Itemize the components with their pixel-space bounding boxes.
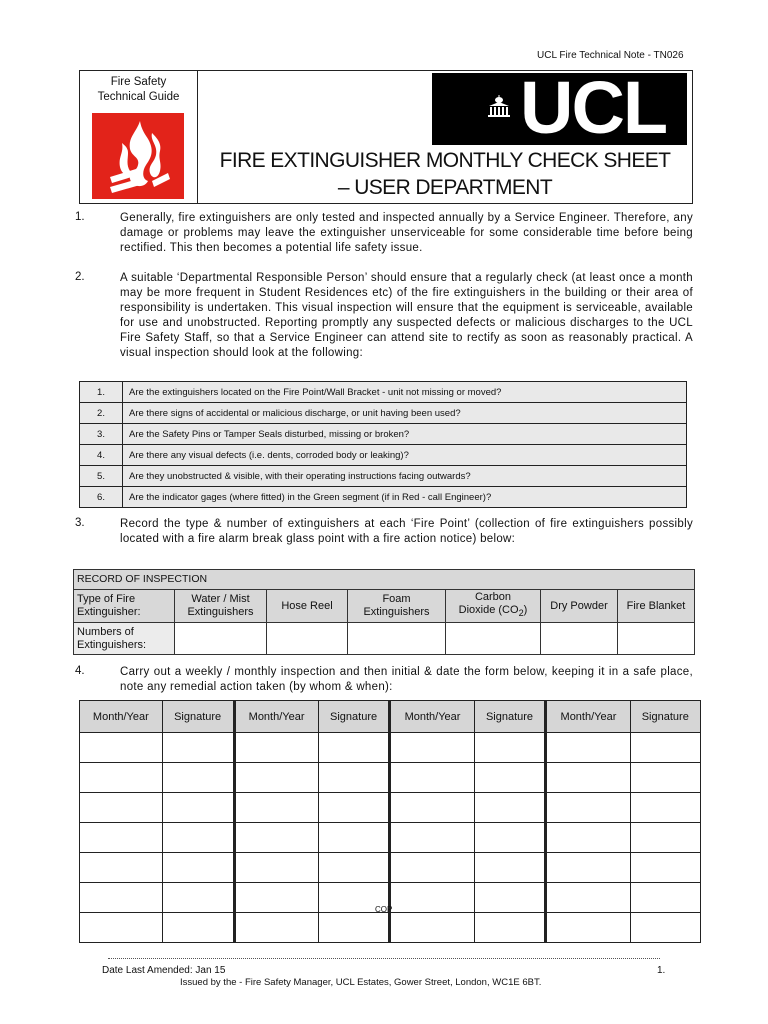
check-text: Are they unobstructed & visible, with their operating instructions facing outwards? (123, 466, 687, 487)
col-signature: Signature (474, 701, 546, 733)
check-text: Are the indicator gages (where fitted) in the Green segment (if in Red - call Engineer)? (123, 487, 687, 508)
type-hose-reel: Hose Reel (267, 590, 348, 623)
cop-label: COP (375, 905, 393, 914)
month-cell[interactable] (234, 883, 318, 913)
signature-cell[interactable] (630, 763, 700, 793)
para-2-number: 2. (75, 271, 85, 283)
signature-cell[interactable] (474, 853, 546, 883)
month-cell[interactable] (234, 853, 318, 883)
month-cell[interactable] (546, 883, 630, 913)
ucl-logo (432, 66, 687, 149)
guide-label (80, 75, 197, 105)
co2-line-1: Carbon (474, 591, 512, 604)
month-cell[interactable] (390, 883, 474, 913)
month-cell[interactable] (80, 793, 163, 823)
month-cell[interactable] (390, 793, 474, 823)
month-cell[interactable] (234, 793, 318, 823)
log-row (80, 853, 701, 883)
check-row (80, 382, 687, 403)
month-cell[interactable] (80, 823, 163, 853)
para-4-number: 4. (75, 665, 85, 677)
month-cell[interactable] (80, 883, 163, 913)
check-text: Are the extinguishers located on the Fire Point/Wall Bracket - unit not missing or moved? (123, 382, 687, 403)
check-number: 2. (80, 403, 123, 424)
month-cell[interactable] (390, 913, 474, 943)
check-number: 5. (80, 466, 123, 487)
col-signature: Signature (318, 701, 390, 733)
para-3-number: 3. (75, 517, 85, 529)
count-foam-field[interactable] (348, 623, 446, 655)
check-text: Are there any visual defects (i.e. dents, corroded body or leaking)? (123, 445, 687, 466)
month-cell[interactable] (390, 823, 474, 853)
col-month-year: Month/Year (390, 701, 474, 733)
check-row (80, 424, 687, 445)
signature-cell[interactable] (474, 913, 546, 943)
date-last-amended: Date Last Amended: Jan 15 (102, 965, 226, 976)
month-cell[interactable] (390, 763, 474, 793)
type-fire-blanket: Fire Blanket (618, 590, 695, 623)
signature-cell[interactable] (318, 913, 390, 943)
co2-line-2: Dioxide (CO (458, 604, 519, 617)
signature-cell[interactable] (630, 913, 700, 943)
log-row (80, 763, 701, 793)
month-cell[interactable] (546, 763, 630, 793)
tech-note-ref: UCL Fire Technical Note - TN026 (537, 50, 684, 61)
month-cell[interactable] (546, 913, 630, 943)
title-line-1: FIRE EXTINGUISHER MONTHLY CHECK SHEET (219, 149, 671, 172)
visual-inspection-checklist (79, 381, 687, 508)
signature-cell[interactable] (162, 733, 234, 763)
fire-sign-icon (92, 113, 184, 199)
check-number: 6. (80, 487, 123, 508)
col-month-year: Month/Year (80, 701, 163, 733)
title-line-2: – USER DEPARTMENT (337, 176, 553, 199)
ucl-wordmark: UCL (520, 66, 667, 149)
check-number: 3. (80, 424, 123, 445)
month-cell[interactable] (80, 853, 163, 883)
log-row (80, 913, 701, 943)
footer-divider (108, 958, 660, 959)
co2-subscript: 2 (518, 608, 524, 619)
document-header (79, 66, 693, 204)
check-row (80, 487, 687, 508)
count-water-field[interactable] (175, 623, 267, 655)
month-cell[interactable] (80, 913, 163, 943)
signature-cell[interactable] (162, 763, 234, 793)
check-row (80, 445, 687, 466)
signature-cell[interactable] (474, 733, 546, 763)
signature-cell[interactable] (318, 853, 390, 883)
check-text: Are there signs of accidental or malicious discharge, or unit having been used? (123, 403, 687, 424)
month-cell[interactable] (390, 733, 474, 763)
log-row (80, 733, 701, 763)
signature-cell[interactable] (162, 883, 234, 913)
signature-cell[interactable] (162, 823, 234, 853)
signature-cell[interactable] (162, 913, 234, 943)
col-signature: Signature (630, 701, 700, 733)
month-cell[interactable] (80, 763, 163, 793)
log-row (80, 793, 701, 823)
signature-cell[interactable] (162, 793, 234, 823)
page-title (200, 147, 690, 201)
signature-cell[interactable] (318, 733, 390, 763)
col-month-year: Month/Year (546, 701, 630, 733)
para-1-number: 1. (75, 211, 85, 223)
type-co2 (446, 590, 541, 623)
signature-cell[interactable] (630, 733, 700, 763)
month-cell[interactable] (390, 853, 474, 883)
col-month-year: Month/Year (234, 701, 318, 733)
signature-cell[interactable] (630, 793, 700, 823)
guide-panel (80, 71, 198, 203)
check-text: Are the Safety Pins or Tamper Seals disturbed, missing or broken? (123, 424, 687, 445)
signature-cell[interactable] (474, 763, 546, 793)
signature-cell[interactable] (630, 823, 700, 853)
month-cell[interactable] (234, 823, 318, 853)
issued-by: Issued by the - Fire Safety Manager, UCL Estates, Gower Street, London, WC1E 6BT. (180, 977, 542, 988)
signature-cell[interactable] (630, 853, 700, 883)
portico-icon (487, 95, 511, 119)
count-fire-blanket-field[interactable] (618, 623, 695, 655)
record-heading: RECORD OF INSPECTION (74, 570, 695, 590)
type-water: Water / Mist Extinguishers (175, 590, 267, 623)
signature-cell[interactable] (162, 853, 234, 883)
month-cell[interactable] (80, 733, 163, 763)
signature-cell[interactable] (474, 793, 546, 823)
month-cell[interactable] (546, 823, 630, 853)
para-1-text: Generally, fire extinguishers are only tested and inspected annually by a Service Engineer. Therefore, any damage or problems may leave the extinguisher unserviceable for some considerable time before being rectified. This then becomes a potential life safety issue. (120, 212, 693, 254)
month-cell[interactable] (546, 793, 630, 823)
signature-cell[interactable] (474, 823, 546, 853)
month-cell[interactable] (234, 733, 318, 763)
log-row (80, 823, 701, 853)
signature-cell[interactable] (318, 763, 390, 793)
signature-cell[interactable] (318, 823, 390, 853)
count-dry-powder-field[interactable] (541, 623, 618, 655)
check-row (80, 466, 687, 487)
month-cell[interactable] (234, 763, 318, 793)
count-hose-reel-field[interactable] (267, 623, 348, 655)
signature-cell[interactable] (318, 793, 390, 823)
para-3-text: Record the type & number of extinguishers at each ‘Fire Point’ (collection of fire extinguishers possibly located with a fire alarm break glass point with a fire action notice) below: (120, 518, 693, 545)
signature-cell[interactable] (630, 883, 700, 913)
col-signature: Signature (162, 701, 234, 733)
type-label: Type of Fire Extinguisher: (74, 590, 175, 623)
check-number: 4. (80, 445, 123, 466)
month-cell[interactable] (546, 853, 630, 883)
co2-close: ) (523, 604, 528, 617)
month-cell[interactable] (546, 733, 630, 763)
para-2-text: A suitable ‘Departmental Responsible Person’ should ensure that a regularly check (at least once a month may be more frequent in Student Residences etc) of the fire extinguishers in the building or their area of responsibility is undertaken. This visual inspection will ensure that the equipment is serviceable, available for use and unobstructed. Reporting promptly any suspected defects or malicious discharges to the UCL Fire Safety Staff, so that a Service Engineer can attend site to rectify as soon as reasonably practical. A visual inspection should look at the following: (120, 272, 693, 359)
signature-cell[interactable] (474, 883, 546, 913)
guide-line-1: Fire Safety (110, 76, 167, 88)
numbers-label: Numbers of Extinguishers: (74, 623, 175, 655)
record-of-inspection-table (73, 569, 695, 655)
page-number: 1. (657, 965, 666, 976)
check-number: 1. (80, 382, 123, 403)
type-foam: Foam Extinguishers (348, 590, 446, 623)
para-4-text: Carry out a weekly / monthly inspection and then initial & date the form below, keeping it in a safe place, note any remedial action taken (by whom & when): (120, 666, 693, 693)
check-row (80, 403, 687, 424)
count-co2-field[interactable] (446, 623, 541, 655)
type-dry-powder: Dry Powder (541, 590, 618, 623)
month-cell[interactable] (234, 913, 318, 943)
guide-line-2: Technical Guide (97, 91, 180, 103)
